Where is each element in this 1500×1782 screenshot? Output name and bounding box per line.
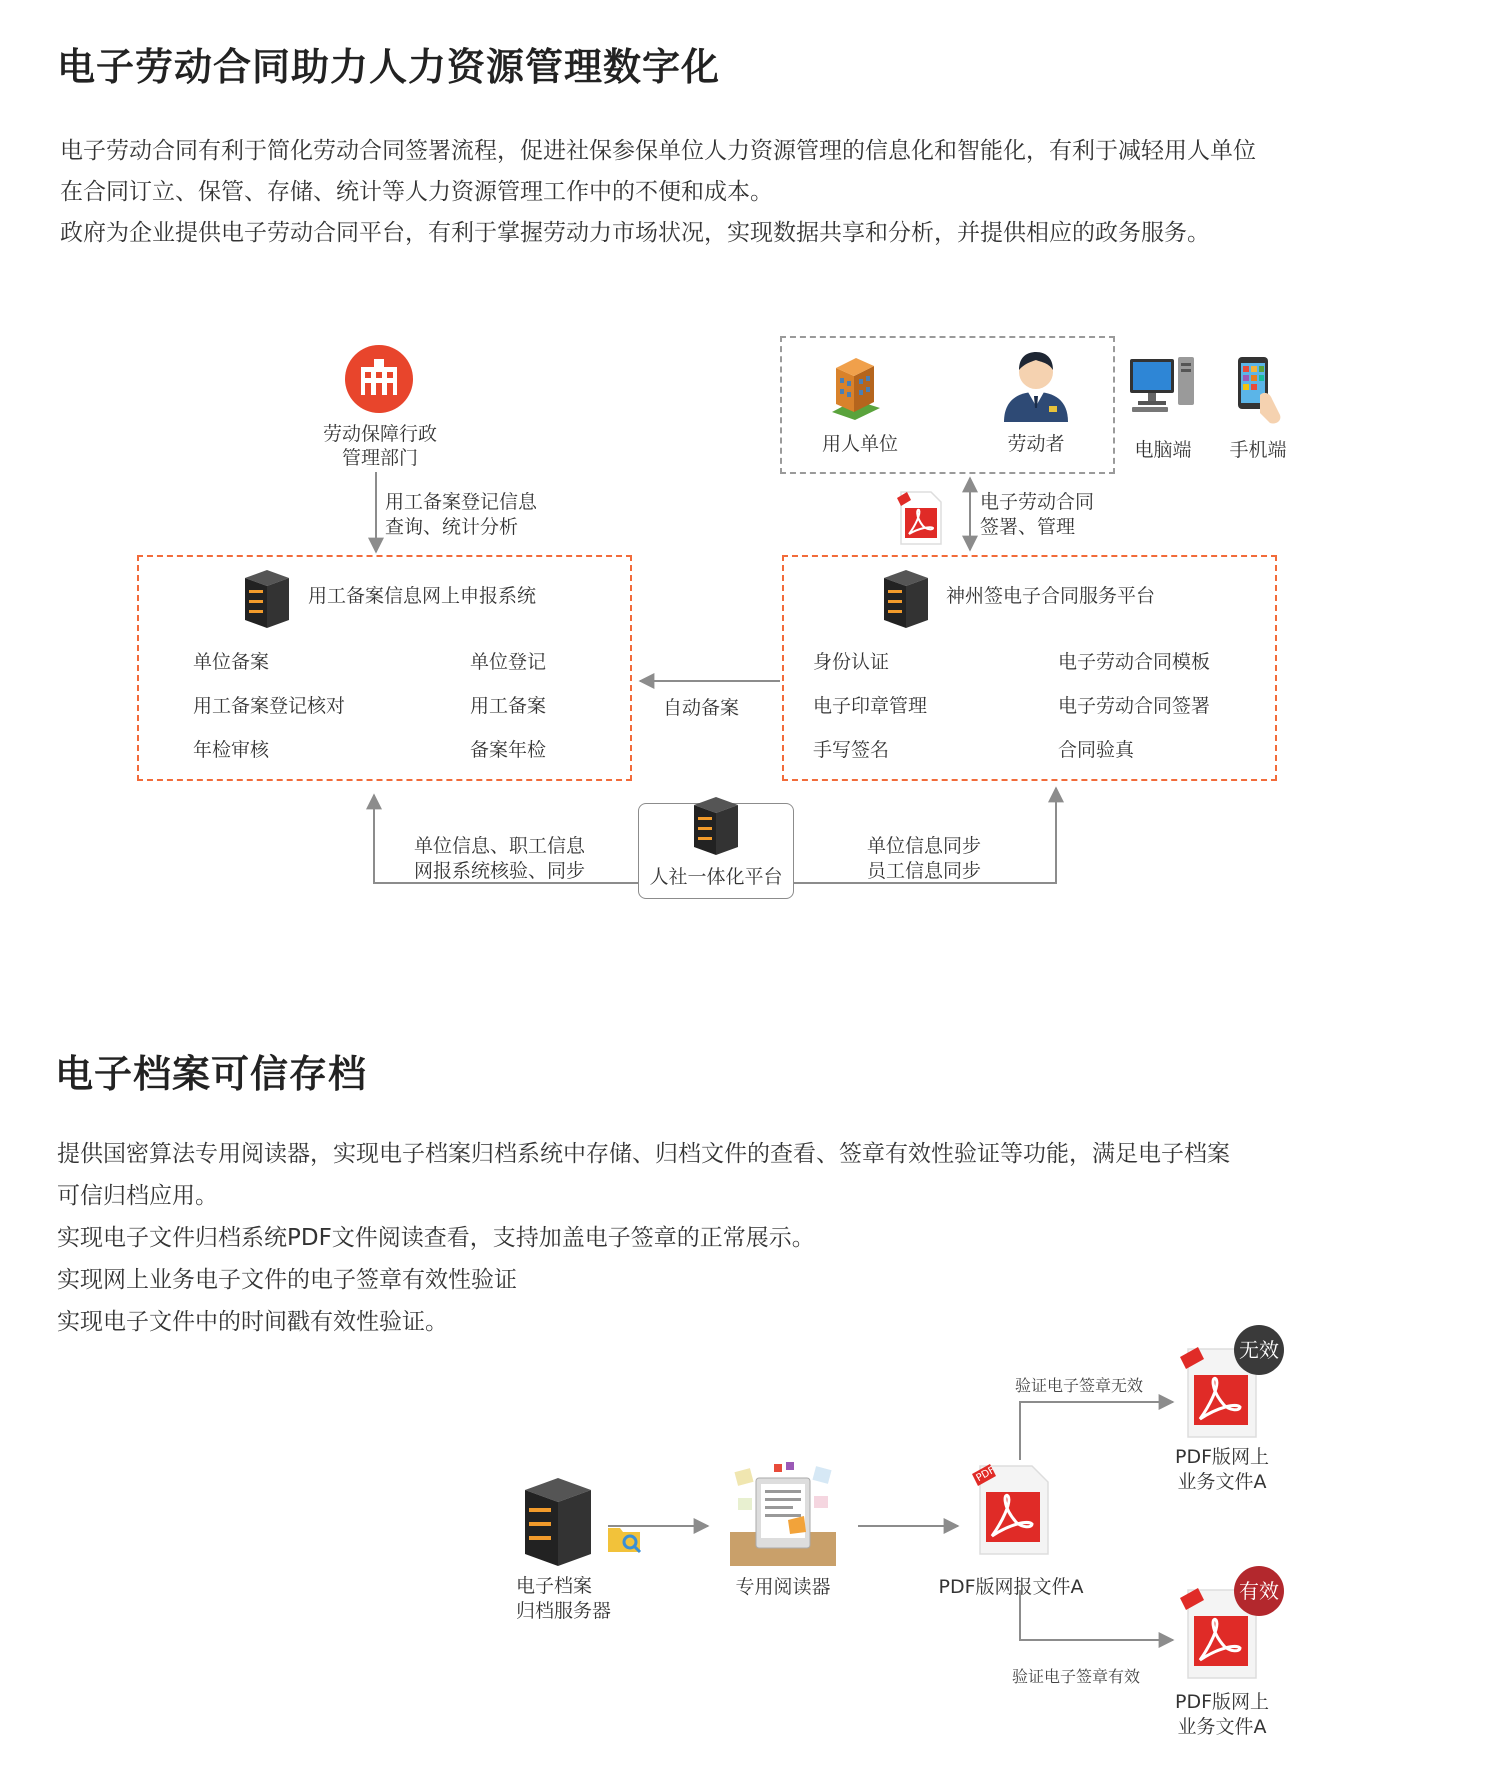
gov-arrow-label-line-2: 查询、统计分析 [385,516,519,538]
platform-item-handwritten: 手写签名 [813,739,890,761]
mobile-phone-icon [1230,355,1286,425]
platform-item-seal: 电子印章管理 [813,695,928,717]
archive-server-line-2: 归档服务器 [516,1600,612,1622]
filing-item-employment: 用工备案 [470,695,547,717]
server-icon [692,795,740,857]
valid-badge: 有效 [1234,1566,1284,1616]
archive-server-label [516,1574,611,1624]
pdf-center-label: PDF版网报文件A [938,1576,1084,1598]
hub-right-label [867,834,981,884]
section2-paragraph-4: 实现网上业务电子文件的电子签章有效性验证 [57,1267,517,1293]
invalid-branch-label: 验证电子签章无效 [1015,1376,1144,1395]
platform-item-template: 电子劳动合同模板 [1058,651,1211,673]
hub-left-label-line-1: 单位信息、职工信息 [414,835,586,857]
folder-search-icon [606,1522,644,1556]
gov-dept-line-2: 管理部门 [341,447,418,469]
section2-paragraph-5: 实现电子文件中的时间戳有效性验证。 [57,1309,448,1335]
section1-paragraph-1: 电子劳动合同有利于简化劳动合同签署流程，促进社保参保单位人力资源管理的信息化和智能化，有利于减轻用人单位 [60,138,1256,164]
pc-label: 电脑端 [1134,439,1192,461]
hub-right-label-line-1: 单位信息同步 [867,835,982,857]
filing-system-title: 用工备案信息网上申报系统 [308,585,537,607]
section2-title: 电子档案可信存档 [55,1052,368,1096]
pdf-top-line-2: 业务文件A [1177,1471,1267,1493]
valid-branch-label: 验证电子签章有效 [1012,1667,1141,1686]
archive-server-icon [523,1476,593,1568]
worker-label: 劳动者 [1007,433,1065,455]
filing-item-annual-review: 年检审核 [193,739,270,761]
hub-left-label-line-2: 网报系统核验、同步 [414,860,586,882]
invalid-badge: 无效 [1234,1325,1284,1375]
pdf-tag: PDF [974,1464,997,1485]
contract-platform-title: 神州签电子合同服务平台 [946,585,1156,607]
section2-paragraph-1: 提供国密算法专用阅读器，实现电子档案归档系统中存储、归档文件的查看、签章有效性验证等功能，满足电子档案 [57,1141,1230,1167]
pdf-bottom-line-2: 业务文件A [1177,1716,1267,1738]
employer-label: 用人单位 [821,433,898,455]
reader-label: 专用阅读器 [735,1576,831,1598]
document-reader-icon [728,1460,838,1568]
archive-server-line-1: 电子档案 [516,1575,593,1597]
server-icon [882,568,930,630]
filing-item-unit-register: 单位登记 [470,651,547,673]
platform-item-verify: 合同验真 [1058,739,1135,761]
sign-arrow-label [980,490,1094,540]
hub-left-label [414,834,585,884]
filing-item-unit-record: 单位备案 [193,651,270,673]
section1-paragraph-2: 在合同订立、保管、存储、统计等人力资源管理工作中的不便和成本。 [60,179,773,205]
gov-dept-label [300,422,460,470]
gov-arrow-label-line-1: 用工备案登记信息 [385,491,538,513]
section1-paragraph-3: 政府为企业提供电子劳动合同平台，有利于掌握劳动力市场状况，实现数据共享和分析，并提供相应的政务服务。 [60,220,1210,246]
sign-arrow-label-line-1: 电子劳动合同 [980,491,1095,513]
platform-item-signing: 电子劳动合同签署 [1058,695,1211,717]
pdf-bottom-line-1: PDF版网上 [1174,1691,1270,1713]
filing-item-check: 用工备案登记核对 [193,695,346,717]
hub-label: 人社一体化平台 [649,866,783,888]
pdf-top-line-1: PDF版网上 [1174,1446,1270,1468]
pdf-top-label [1158,1445,1286,1495]
gov-arrow-label [385,490,537,540]
gov-dept-line-1: 劳动保障行政 [322,423,437,445]
sign-arrow-label-line-2: 签署、管理 [980,516,1076,538]
pdf-document-icon [895,490,945,546]
mobile-label: 手机端 [1229,439,1287,461]
building-icon [820,350,890,420]
section2-paragraph-3: 实现电子文件归档系统PDF文件阅读查看，支持加盖电子签章的正常展示。 [57,1225,815,1251]
server-icon [243,568,291,630]
section2-paragraph-2: 可信归档应用。 [57,1183,218,1209]
auto-filing-label: 自动备案 [663,697,740,719]
desktop-computer-icon [1128,355,1198,413]
pdf-to-invalid-arrow [1020,1402,1173,1460]
hub-right-label-line-2: 员工信息同步 [867,860,982,882]
pdf-bottom-label [1158,1690,1286,1740]
worker-avatar-icon [1000,346,1072,422]
platform-item-identity: 身份认证 [813,651,890,673]
government-building-icon [345,345,413,413]
filing-item-annual-check: 备案年检 [470,739,547,761]
section1-title: 电子劳动合同助力人力资源管理数字化 [57,45,721,89]
